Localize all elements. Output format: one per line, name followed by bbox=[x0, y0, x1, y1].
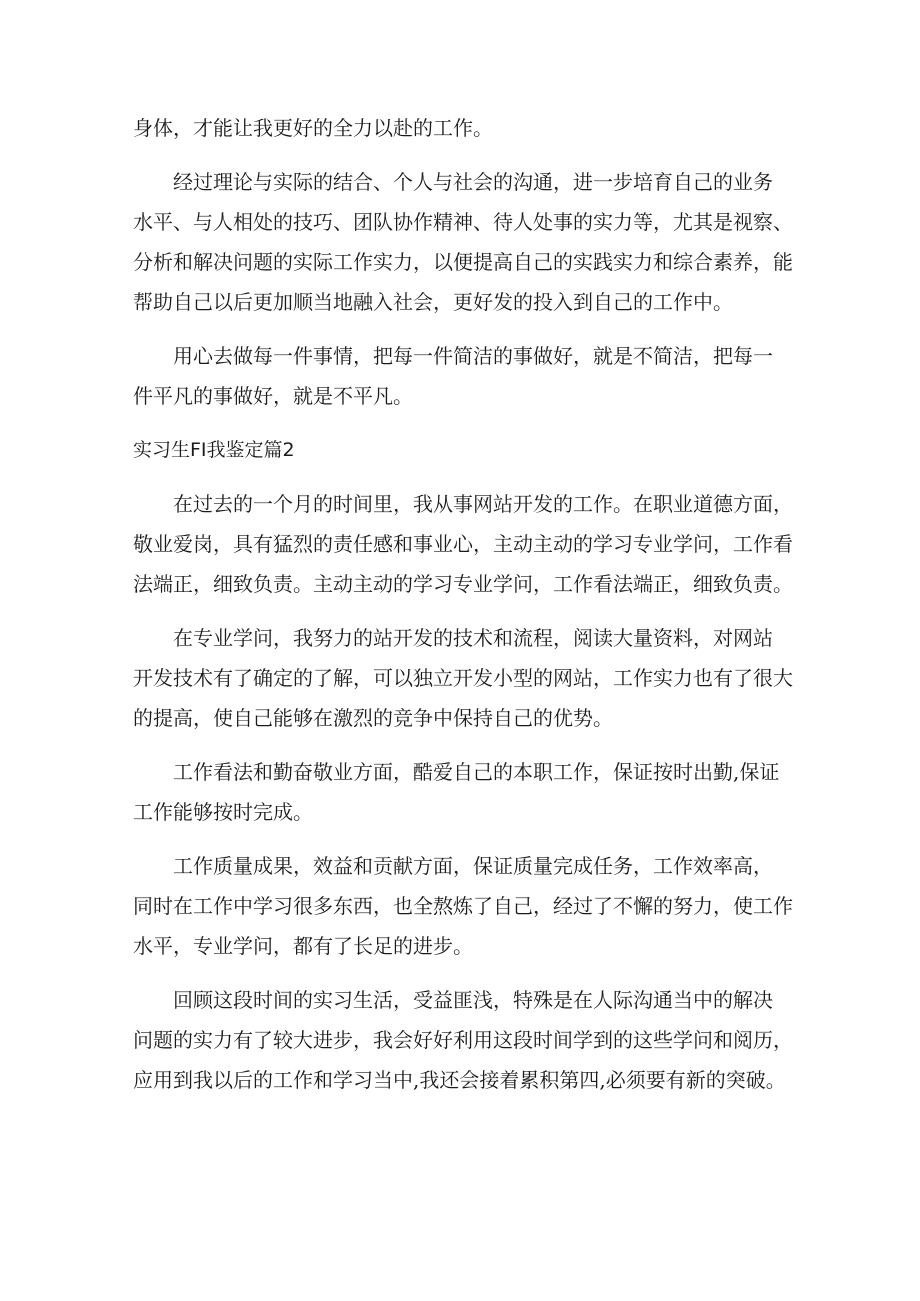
paragraph bbox=[133, 484, 793, 604]
text-line: 法端正，细致负责。主动主动的学习专业学问，工作看法端正，细致负责。 bbox=[133, 572, 793, 596]
text-line: 水平、与人相处的技巧、团队协作精神、待人处事的实力等，尤其是视察、 bbox=[133, 210, 793, 234]
paragraph bbox=[133, 846, 793, 966]
text-line: 应用到我以后的工作和学习当中,我还会接着累积第四,必须要有新的突破。 bbox=[133, 1068, 786, 1092]
document-body bbox=[133, 108, 793, 1100]
text-line: 工作质量成果，效益和贡献方面，保证质量完成任务，工作效率高， bbox=[173, 854, 773, 878]
paragraph bbox=[133, 336, 793, 416]
text-line: 工作能够按时完成。 bbox=[133, 800, 313, 824]
text-line: 在专业学问，我努力的站开发的技术和流程，阅读大量资料，对网站 bbox=[173, 626, 773, 650]
text-line: 经过理论与实际的结合、个人与社会的沟通，进一步培育自己的业务 bbox=[173, 170, 773, 194]
text-line: 分析和解决问题的实际工作实力，以便提高自己的实践实力和综合素养，能 bbox=[133, 250, 793, 274]
text-line: 身体，才能让我更好的全力以赴的工作。 bbox=[133, 116, 493, 140]
text-line: 同时在工作中学习很多东西，也全熬炼了自己，经过了不懈的努力，使工作 bbox=[133, 894, 793, 918]
text-line: 问题的实力有了较大进步，我会好好利用这段时间学到的这些学问和阅历， bbox=[133, 1028, 793, 1052]
text-line: 回顾这段时间的实习生活，受益匪浅，特殊是在人际沟通当中的解决 bbox=[173, 988, 773, 1012]
text-line: 的提高，使自己能够在激烈的竞争中保持自己的优势。 bbox=[133, 706, 613, 730]
paragraph bbox=[133, 980, 793, 1100]
text-line: 帮助自己以后更加顺当地融入社会，更好发的投入到自己的工作中。 bbox=[133, 290, 733, 314]
text-line: 开发技术有了确定的了解，可以独立开发小型的网站，工作实力也有了很大 bbox=[133, 666, 793, 690]
paragraph bbox=[133, 108, 793, 148]
text-line: 水平，专业学问，都有了长足的进步。 bbox=[133, 934, 473, 958]
text-line: 用心去做每一件事情，把每一件简洁的事做好，就是不简洁，把每一 bbox=[173, 344, 773, 368]
paragraph bbox=[133, 618, 793, 738]
text-line: 件平凡的事做好，就是不平凡。 bbox=[133, 384, 413, 408]
section-heading-text: 实习生FI我鉴定篇2 bbox=[133, 439, 295, 461]
section-heading bbox=[133, 430, 793, 470]
paragraph bbox=[133, 162, 793, 322]
text-line: 在过去的一个月的时间里，我从事网站开发的工作。在职业道德方面， bbox=[173, 492, 793, 516]
paragraph bbox=[133, 752, 793, 832]
text-line: 工作看法和勤奋敬业方面，酷爱自己的本职工作，保证按时出勤,保证 bbox=[173, 760, 780, 784]
text-line: 敬业爱岗，具有猛烈的责任感和事业心，主动主动的学习专业学问，工作看 bbox=[133, 532, 793, 556]
